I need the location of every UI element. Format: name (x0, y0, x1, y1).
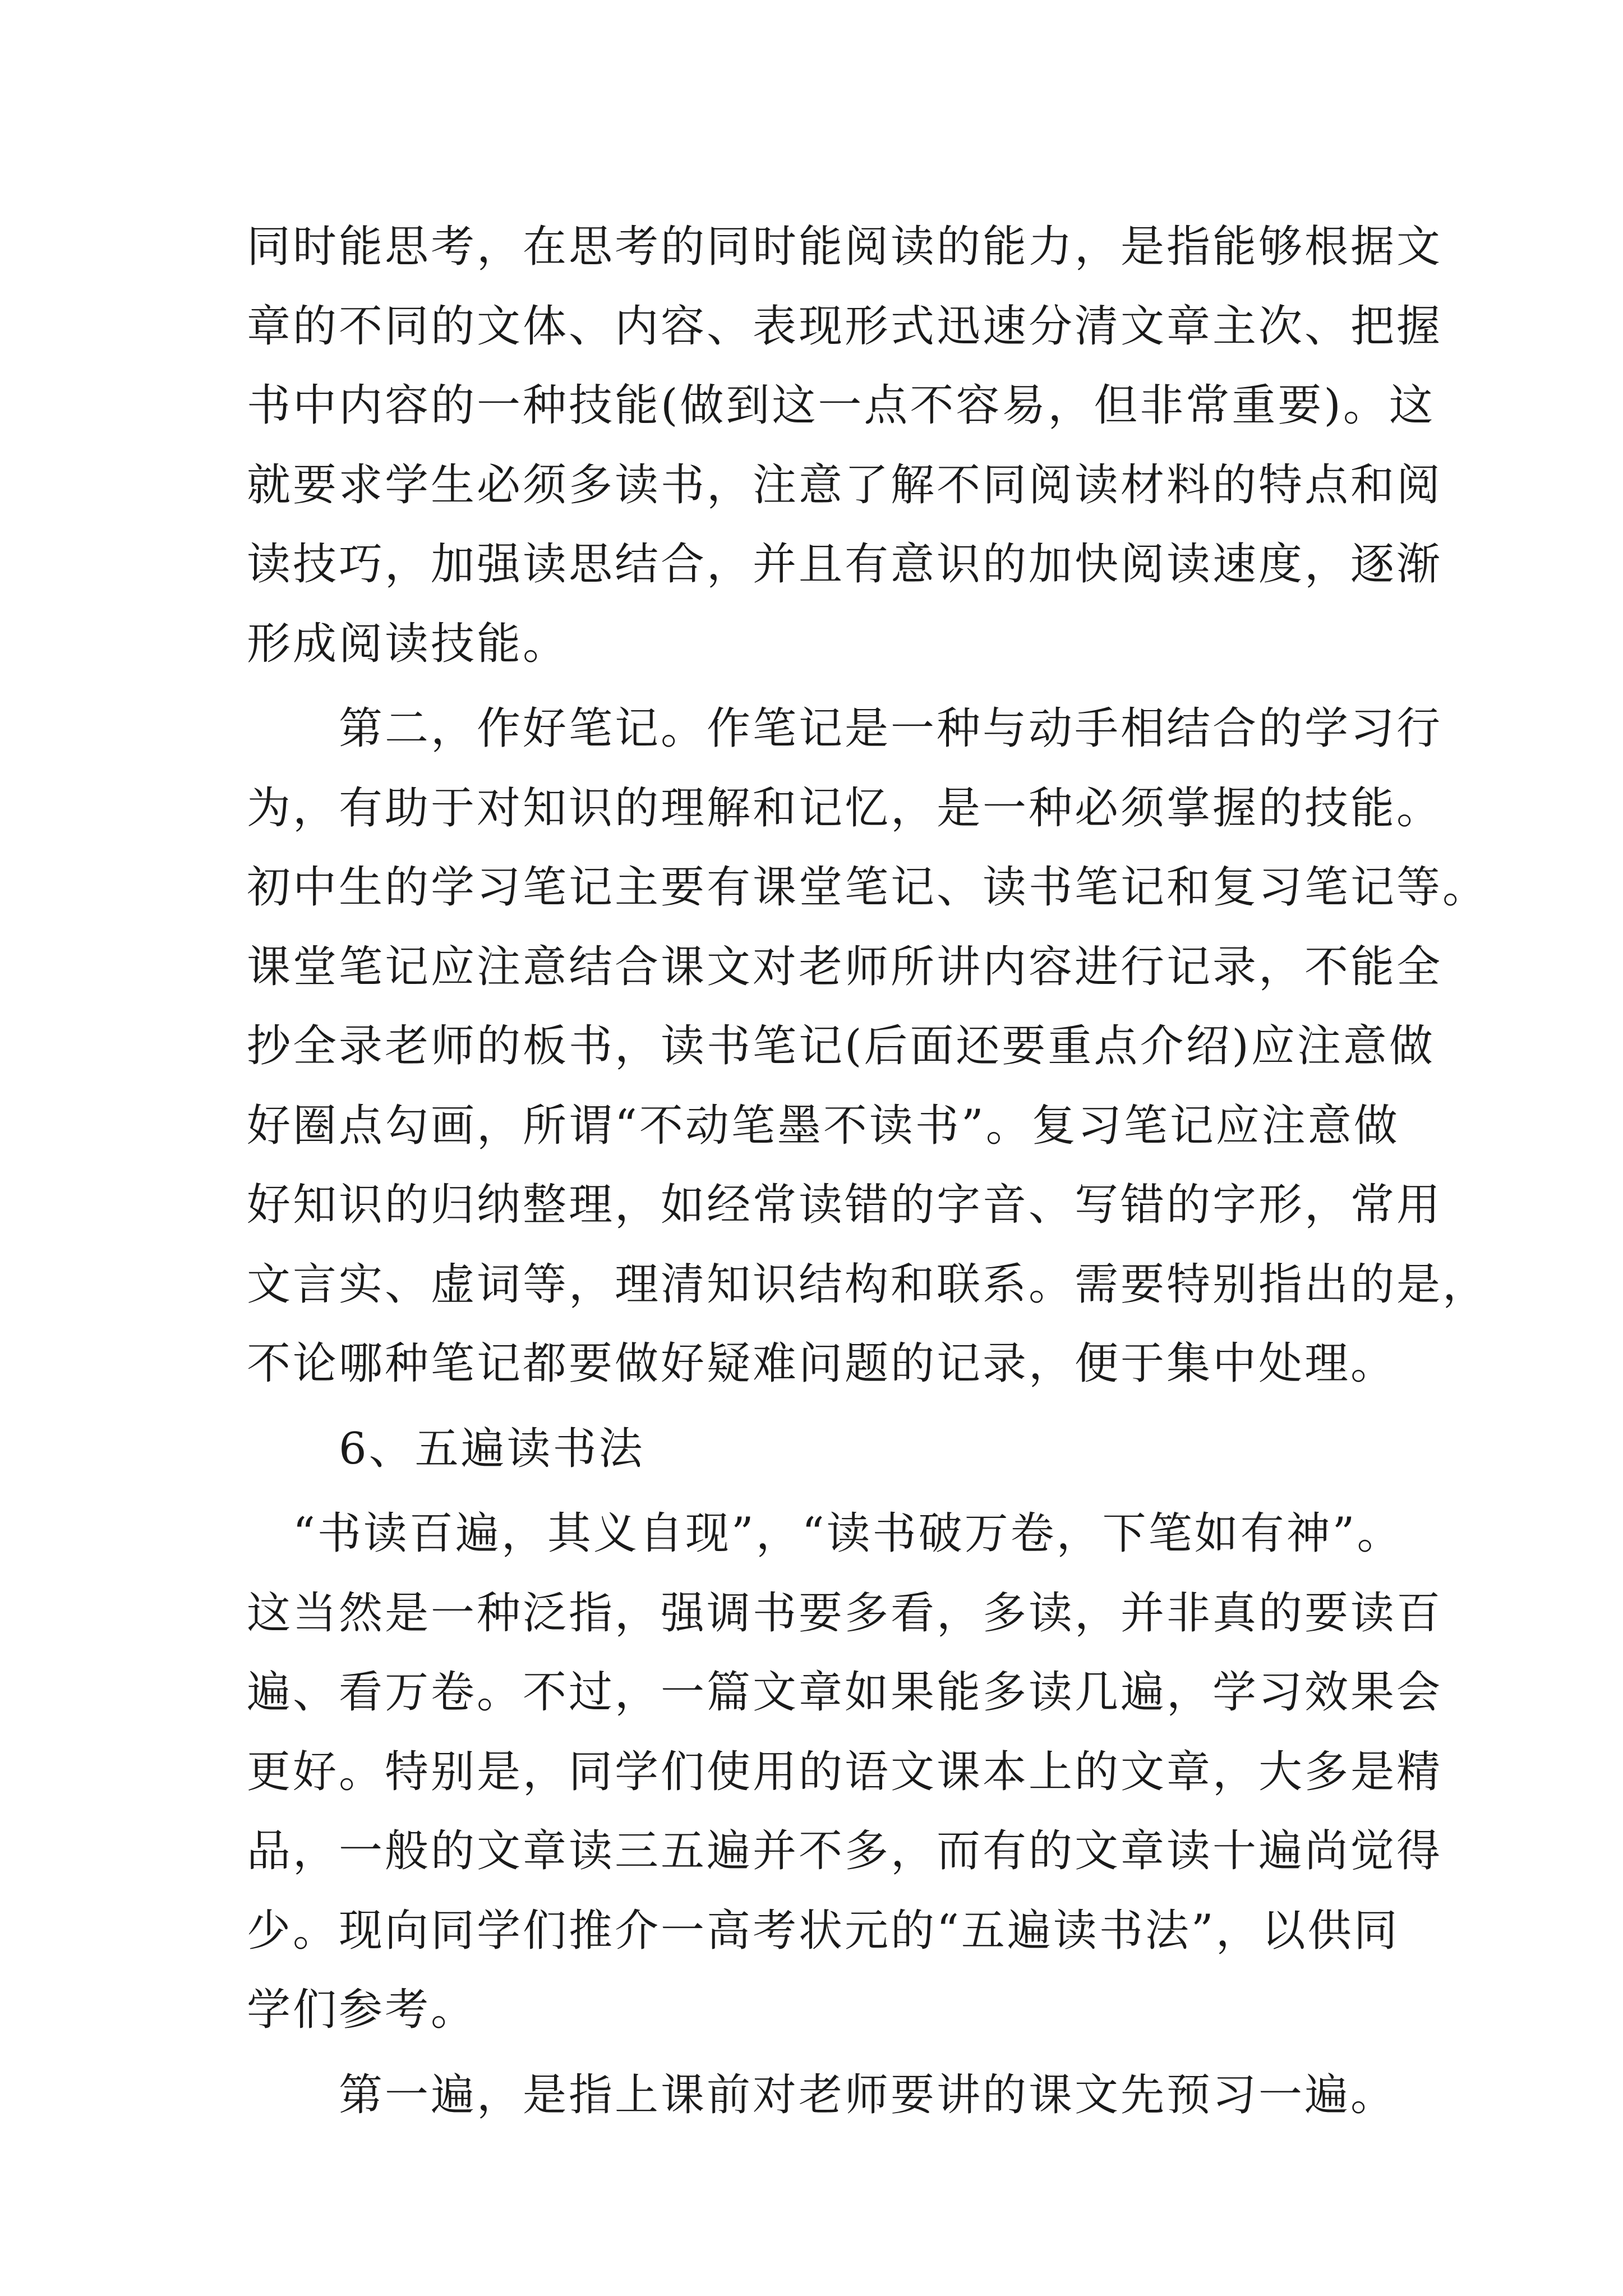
text-line: 好知识的归纳整理，如经常读错的字音、写错的字形，常用 (247, 1180, 1443, 1230)
paragraph-first-pass (247, 2056, 1402, 2136)
text-line: 第一遍，是指上课前对老师要讲的课文先预习一遍。 (247, 2069, 1397, 2120)
text-line: 读技巧，加强读思结合，并且有意识的加快阅读速度，逐渐 (247, 539, 1443, 590)
text-line: 初中生的学习笔记主要有课堂笔记、读书笔记和复习笔记等。 (247, 862, 1489, 913)
text-line: 第二，作好笔记。作笔记是一种与动手相结合的学习行 (247, 703, 1443, 754)
text-line: 品，一般的文章读三五遍并不多，而有的文章读十遍尚觉得 (247, 1826, 1443, 1876)
text-line: 这当然是一种泛指，强调书要多看，多读，并非真的要读百 (247, 1588, 1443, 1639)
paragraph-gap (247, 2050, 1402, 2056)
text-line: 更好。特别是，同学们使用的语文课本上的文章，大多是精 (247, 1746, 1443, 1797)
paragraph-note-taking (247, 689, 1489, 1404)
text-line: 章的不同的文体、内容、表现形式迅速分清文章主次、把握 (247, 301, 1443, 352)
paragraph-read-a-hundred-times (247, 1494, 1443, 2050)
text-line: 抄全录老师的板书，读书笔记(后面还要重点介绍)应注意做 (247, 1021, 1435, 1071)
text-line: 遍、看万卷。不过，一篇文章如果能多读几遍，学习效果会 (247, 1667, 1443, 1718)
text-line: 少。现向同学们推介一高考状元的“五遍读书法”，以供同 (247, 1905, 1400, 1956)
document-body (247, 208, 1489, 2135)
text-line: 好圈点勾画，所谓“不动笔墨不读书”。复习笔记应注意做 (247, 1100, 1400, 1151)
paragraph-gap (247, 684, 1402, 689)
section-heading-five-pass-reading (247, 1410, 1402, 1489)
text-line: 同时能思考，在思考的同时能阅读的能力，是指能够根据文 (247, 222, 1443, 272)
text-line: 书中内容的一种技能(做到这一点不容易，但非常重要)。这 (247, 380, 1435, 431)
text-line: 文言实、虚词等，理清知识结构和联系。需要特别指出的是， (247, 1259, 1489, 1310)
text-line: 形成阅读技能。 (247, 618, 569, 669)
text-line: 就要求学生必须多读书，注意了解不同阅读材料的特点和阅 (247, 459, 1443, 510)
text-line: 课堂笔记应注意结合课文对老师所讲内容进行记录，不能全 (247, 941, 1443, 992)
text-line: 为，有助于对知识的理解和记忆，是一种必须掌握的技能。 (247, 783, 1443, 834)
paragraph-gap (247, 1489, 1402, 1494)
paragraph-reading-ability (247, 208, 1443, 684)
text-line: 不论哪种笔记都要做好疑难问题的记录，便于集中处理。 (247, 1338, 1397, 1389)
text-line: “书读百遍，其义自现”，“读书破万卷，下笔如有神”。 (247, 1508, 1403, 1559)
paragraph-gap (247, 1404, 1402, 1410)
text-line: 学们参考。 (247, 1985, 477, 2035)
section-heading: 6、五遍读书法 (247, 1423, 645, 1474)
